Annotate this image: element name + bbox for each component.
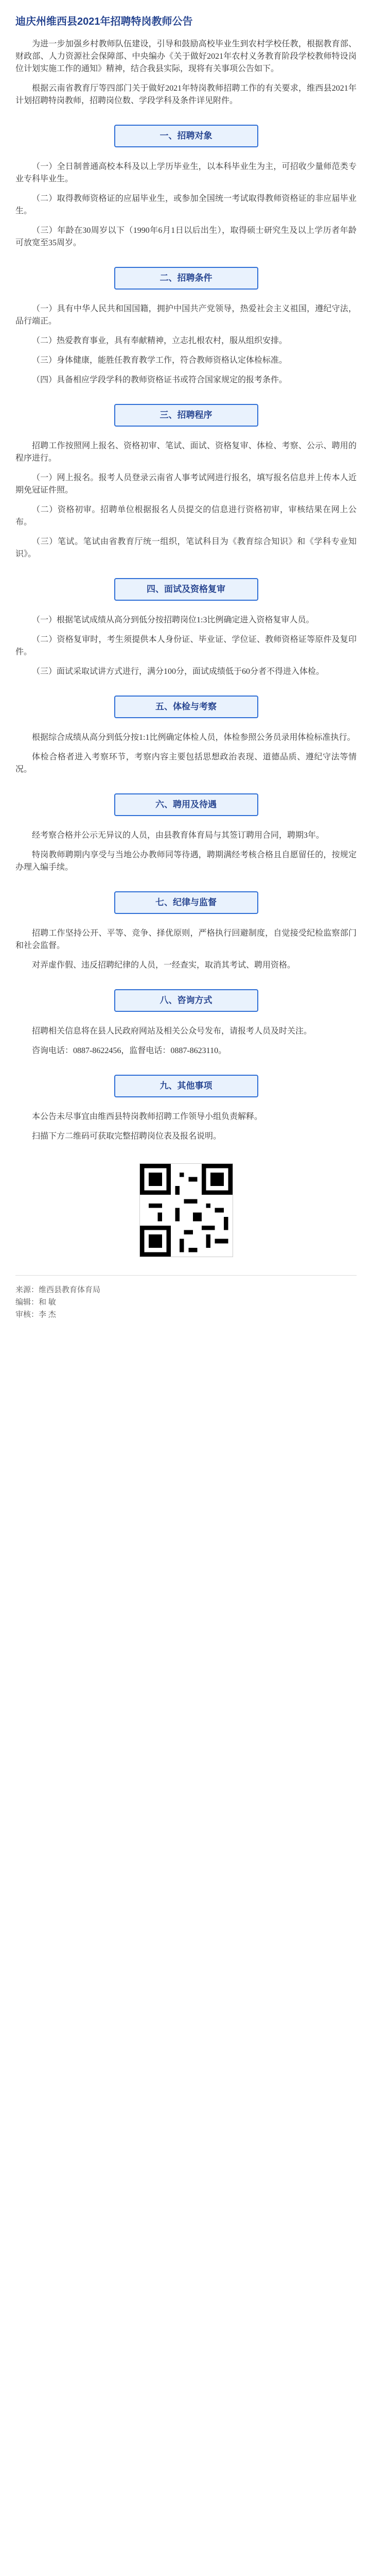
section-paragraph: （二）资格初审。招聘单位根据报名人员提交的信息进行资格初审，审核结果在网上公布。 xyxy=(15,505,357,527)
section-paragraph: （一）网上报名。报考人员登录云南省人事考试网进行报名，填写报名信息并上传本人近期免冠证件照。 xyxy=(15,473,357,495)
section-block xyxy=(15,989,357,1057)
qr-code-image xyxy=(139,1163,233,1257)
section-heading-banner xyxy=(15,404,357,427)
section-block xyxy=(15,578,357,678)
section-paragraph: （三）年龄在30周岁以下（1990年6月1日以后出生），取得硕士研究生及以上学历者年龄可放宽至35周岁。 xyxy=(15,226,357,247)
section-paragraph: （三）笔试。笔试由省教育厅统一组织，笔试科目为《教育综合知识》和《学科专业知识》。 xyxy=(15,537,357,558)
qr-code-block xyxy=(15,1163,357,1260)
section-paragraph: （二）取得教师资格证的应届毕业生，或参加全国统一考试取得教师资格证的非应届毕业生。 xyxy=(15,194,357,215)
section-heading: 三、招聘程序 xyxy=(114,404,258,427)
section-block xyxy=(15,125,357,249)
section-heading-banner xyxy=(15,267,357,290)
section-paragraph: 根据综合成绩从高分到低分按1:1比例确定体检人员，体检参照公务员录用体检标准执行。 xyxy=(32,733,356,742)
article-title: 迪庆州维西县2021年招聘特岗教师公告 xyxy=(15,16,193,27)
section-paragraph: （一）全日制普通高校本科及以上学历毕业生，以本科毕业生为主，可招收少量师范类专业专科毕业生。 xyxy=(15,162,357,183)
section-paragraph: （二）资格复审时，考生须提供本人身份证、毕业证、学位证、教师资格证等原件及复印件。 xyxy=(15,635,357,656)
section-paragraph: 扫描下方二维码可获取完整招聘岗位表及报名说明。 xyxy=(32,1132,222,1141)
section-paragraph: 体检合格者进入考察环节，考察内容主要包括思想政治表现、道德品质、遵纪守法等情况。 xyxy=(15,753,357,774)
section-heading-banner xyxy=(15,989,357,1012)
section-paragraph: 特岗教师聘期内享受与当地公办教师同等待遇，聘期满经考核合格且自愿留任的，按规定办理入编手续。 xyxy=(15,851,357,872)
footer-source: 来源：维西县教育体育局 xyxy=(15,1286,101,1294)
section-block xyxy=(15,696,357,776)
footer-editor: 编辑：和 敏 xyxy=(15,1298,56,1307)
section-paragraph: （三）身体健康，能胜任教育教学工作，符合教师资格认定体检标准。 xyxy=(32,356,288,365)
intro-paragraph: 为进一步加强乡村教师队伍建设，引导和鼓励高校毕业生到农村学校任教，根据教育部、财政部、人力资源社会保障部、中央编办《关于做好2021年农村义务教育阶段学校教师特设岗位计划实施工作的通知》精神，结合我县实际，现将有关事项公告如下。 xyxy=(15,40,357,73)
section-heading: 八、咨询方式 xyxy=(114,989,258,1012)
section-paragraph: （四）具备相应学段学科的教师资格证书或符合国家规定的报考条件。 xyxy=(32,376,288,384)
section-heading: 七、纪律与监督 xyxy=(114,891,258,914)
section-paragraph: 对弄虚作假、违反招聘纪律的人员，一经查实，取消其考试、聘用资格。 xyxy=(32,961,296,970)
section-paragraph: （二）热爱教育事业，具有奉献精神，立志扎根农村，服从组织安排。 xyxy=(32,336,288,345)
section-paragraph: 咨询电话：0887-8622456，监督电话：0887-8623110。 xyxy=(32,1046,227,1055)
section-paragraph: 本公告未尽事宜由维西县特岗教师招聘工作领导小组负责解释。 xyxy=(32,1112,263,1121)
section-block xyxy=(15,1075,357,1143)
section-paragraph: （三）面试采取试讲方式进行，满分100分，面试成绩低于60分者不得进入体检。 xyxy=(32,667,325,676)
section-heading-banner xyxy=(15,696,357,718)
section-paragraph: 招聘相关信息将在县人民政府网站及相关公众号发布，请报考人员及时关注。 xyxy=(32,1027,312,1036)
section-heading: 一、招聘对象 xyxy=(114,125,258,147)
section-paragraph: 招聘工作按照网上报名、资格初审、笔试、面试、资格复审、体检、考察、公示、聘用的程序进行。 xyxy=(15,442,357,463)
section-heading-banner xyxy=(15,125,357,147)
section-heading-banner xyxy=(15,891,357,914)
section-paragraph: （一）具有中华人民共和国国籍，拥护中国共产党领导，热爱社会主义祖国，遵纪守法，品行端正。 xyxy=(15,304,357,326)
section-block xyxy=(15,793,357,874)
section-heading-banner xyxy=(15,793,357,816)
section-heading-banner xyxy=(15,578,357,601)
section-block xyxy=(15,267,357,386)
section-heading: 二、招聘条件 xyxy=(114,267,258,290)
article-sections xyxy=(15,125,357,1143)
section-paragraph: 招聘工作坚持公开、平等、竞争、择优原则，严格执行回避制度，自觉接受纪检监察部门和社会监督。 xyxy=(15,929,357,950)
section-heading: 九、其他事项 xyxy=(114,1075,258,1097)
section-heading-banner xyxy=(15,1075,357,1097)
section-block xyxy=(15,891,357,972)
section-paragraph: 经考察合格并公示无异议的人员，由县教育体育局与其签订聘用合同，聘期3年。 xyxy=(32,831,325,840)
section-heading: 六、聘用及待遇 xyxy=(114,793,258,816)
section-heading: 四、面试及资格复审 xyxy=(114,578,258,601)
footer-reviewer: 审核：李 杰 xyxy=(15,1311,56,1319)
article-footer xyxy=(15,1275,357,1321)
section-paragraph: （一）根据笔试成绩从高分到低分按招聘岗位1:3比例确定进入资格复审人员。 xyxy=(32,616,314,624)
section-heading: 五、体检与考察 xyxy=(114,696,258,718)
intro-block xyxy=(15,38,357,107)
section-block xyxy=(15,404,357,561)
intro-paragraph: 根据云南省教育厅等四部门关于做好2021年特岗教师招聘工作的有关要求，维西县2021年计划招聘特岗教师，招聘岗位数、学段学科及条件详见附件。 xyxy=(15,84,357,105)
